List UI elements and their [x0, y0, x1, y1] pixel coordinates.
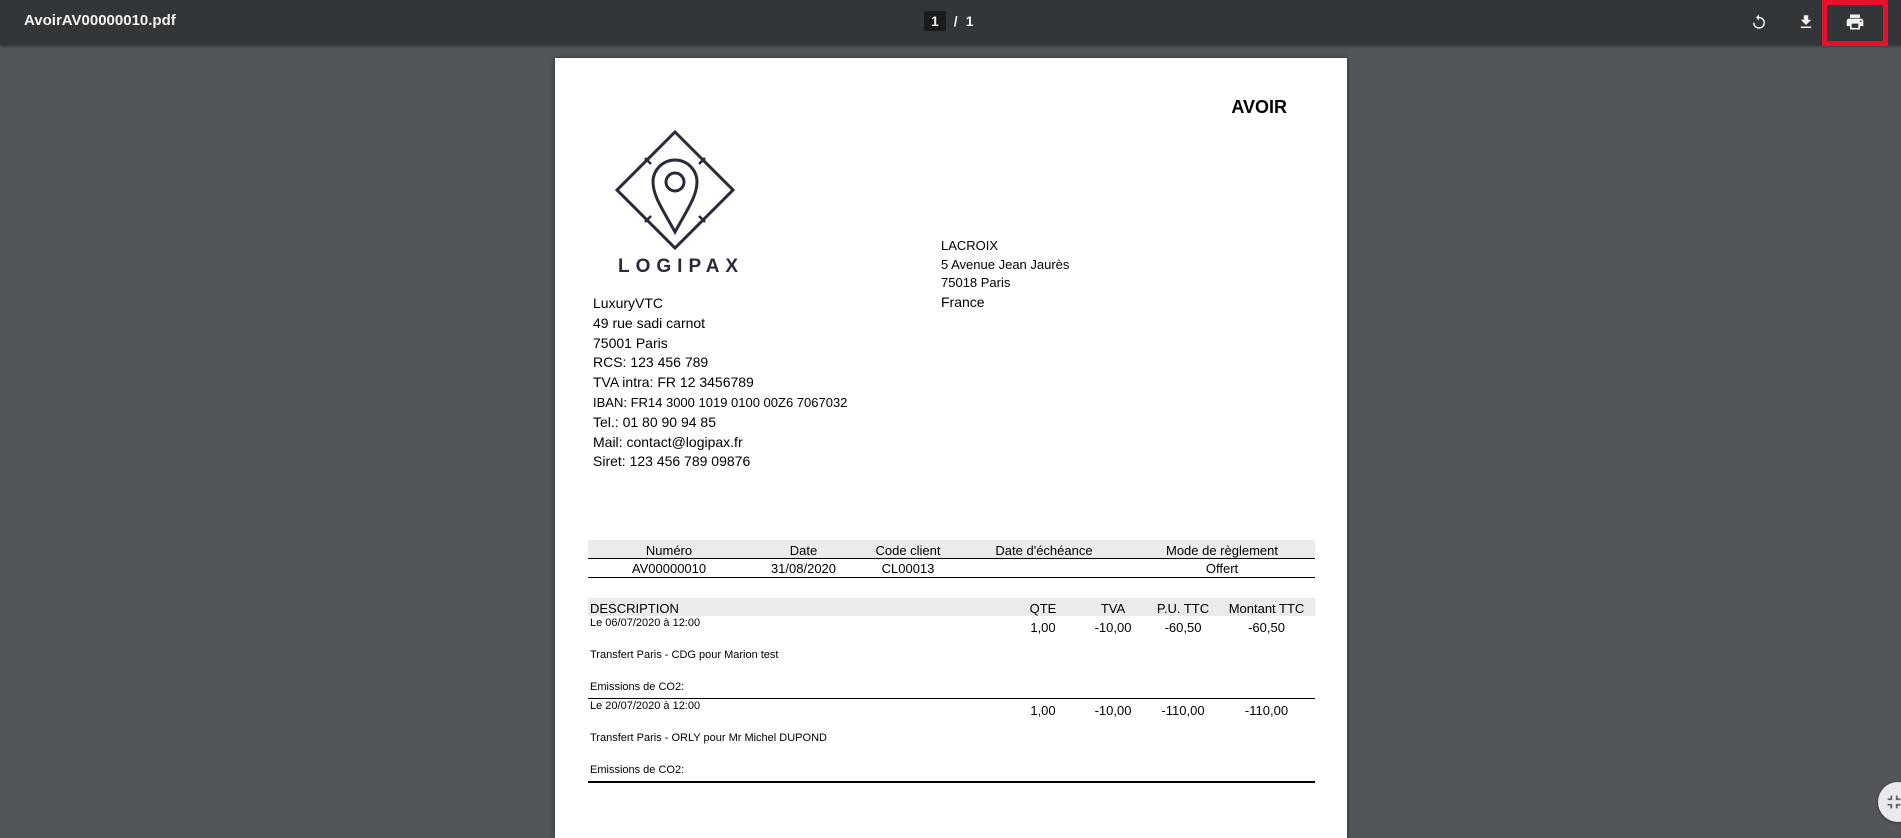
meta-code-client: CL00013	[857, 559, 959, 578]
table-row	[588, 616, 1315, 699]
sender-name: LuxuryVTC	[593, 295, 664, 311]
item-date: Le 20/07/2020 à 12:00	[590, 700, 701, 712]
item-tva: -10,00	[1078, 616, 1148, 699]
download-icon	[1797, 13, 1815, 31]
document-heading: AVOIR	[1231, 97, 1287, 117]
item-pu: -60,50	[1148, 616, 1218, 699]
rotate-button[interactable]	[1744, 8, 1774, 36]
logipax-logo-icon	[615, 130, 735, 250]
item-description	[588, 616, 1008, 699]
print-highlight-box	[1822, 0, 1888, 46]
items-header-montant: Montant TTC	[1218, 598, 1315, 616]
meta-date-echeance	[959, 559, 1129, 578]
sender-block	[593, 294, 847, 472]
sender-siret: Siret: 123 456 789 09876	[593, 453, 751, 470]
items-header-pu: P.U. TTC	[1148, 598, 1218, 616]
recipient-city: 75018 Paris	[941, 275, 1011, 290]
item-date: Le 06/07/2020 à 12:00	[590, 617, 701, 629]
meta-header-mode-reglement: Mode de règlement	[1129, 540, 1315, 559]
current-page-input[interactable]: 1	[924, 11, 946, 31]
item-qte: 1,00	[1008, 699, 1078, 783]
recipient-country: France	[941, 293, 985, 310]
item-tva: -10,00	[1078, 699, 1148, 783]
fit-page-button[interactable]	[1878, 782, 1901, 822]
sender-tel: Tel.: 01 80 90 94 85	[593, 413, 716, 430]
item-transfer: Transfert Paris - ORLY pour Mr Michel DUPOND	[590, 732, 827, 744]
item-description	[588, 699, 1008, 783]
page-separator: /	[953, 13, 958, 29]
meta-header-date: Date	[750, 540, 857, 559]
meta-header-date-echeance: Date d'échéance	[959, 540, 1129, 559]
logo-text: LOGIPAX	[618, 256, 745, 277]
recipient-street: 5 Avenue Jean Jaurès	[941, 256, 1070, 272]
recipient-name: LACROIX	[941, 238, 999, 253]
page-indicator	[924, 10, 973, 32]
meta-mode-reglement: Offert	[1129, 559, 1315, 578]
items-header-description: DESCRIPTION	[588, 598, 1008, 616]
item-qte: 1,00	[1008, 616, 1078, 699]
items-table	[588, 598, 1315, 783]
item-co2: Emissions de CO2:	[590, 681, 685, 693]
recipient-block	[941, 237, 1069, 311]
sender-rcs: RCS: 123 456 789	[593, 354, 709, 371]
item-co2: Emissions de CO2:	[590, 764, 685, 776]
meta-date: 31/08/2020	[750, 559, 857, 578]
pdf-page	[555, 58, 1347, 838]
sender-tva: TVA intra: FR 12 3456789	[593, 374, 754, 391]
rotate-icon	[1750, 13, 1768, 31]
item-pu: -110,00	[1148, 699, 1218, 783]
item-montant: -110,00	[1218, 699, 1315, 783]
meta-numero: AV00000010	[588, 559, 750, 578]
total-pages: 1	[965, 13, 974, 29]
meta-header-numero: Numéro	[588, 540, 750, 559]
sender-iban: IBAN: FR14 3000 1019 0100 00Z6 7067032	[593, 394, 848, 410]
item-transfer: Transfert Paris - CDG pour Marion test	[590, 649, 779, 661]
item-montant: -60,50	[1218, 616, 1315, 699]
invoice-meta-table	[588, 540, 1315, 578]
download-button[interactable]	[1791, 8, 1821, 36]
meta-header-code-client: Code client	[857, 540, 959, 559]
items-header-qte: QTE	[1008, 598, 1078, 616]
items-header-tva: TVA	[1078, 598, 1148, 616]
pdf-toolbar	[0, 0, 1901, 45]
sender-mail: Mail: contact@logipax.fr	[593, 433, 743, 450]
sender-street: 49 rue sadi carnot	[593, 314, 706, 331]
table-row	[588, 699, 1315, 783]
fit-to-page-icon	[1883, 791, 1901, 813]
document-title: AvoirAV00000010.pdf	[24, 12, 176, 29]
sender-city: 75001 Paris	[593, 334, 668, 351]
